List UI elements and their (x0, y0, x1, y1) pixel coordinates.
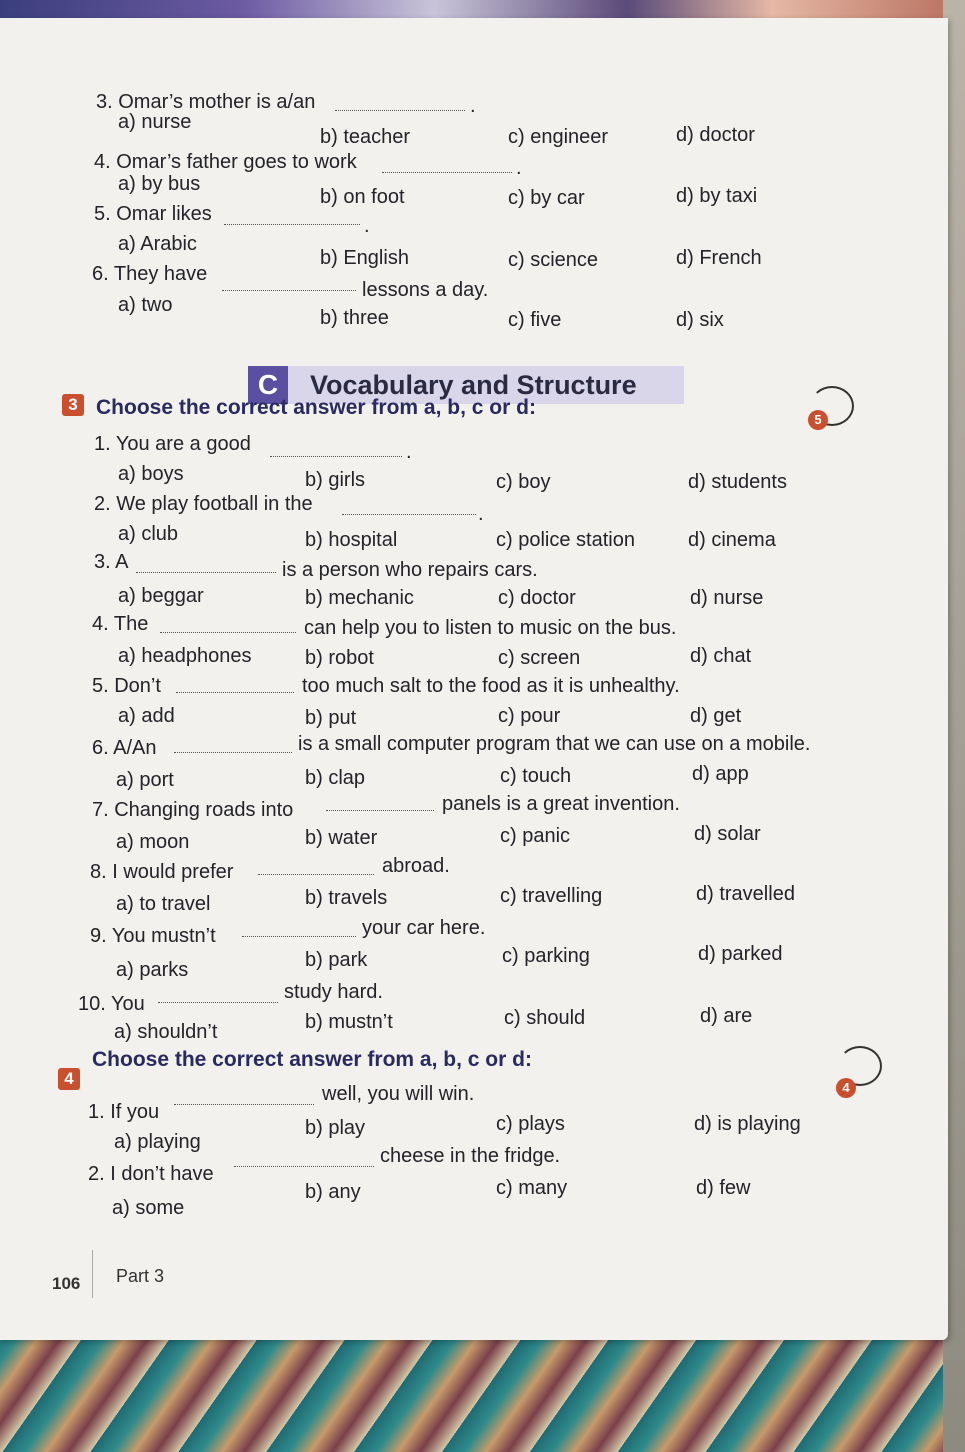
answer-blank (174, 752, 292, 753)
score-badge: 4 (836, 1078, 856, 1098)
option-c: c) touch (500, 765, 572, 787)
option-b: b) girls (305, 469, 366, 491)
question-stem: 6. A/An (92, 737, 157, 759)
answer-blank (176, 692, 294, 693)
option-c: c) five (508, 309, 562, 331)
option-b: b) play (305, 1117, 366, 1139)
question-stem: 3. A (94, 551, 129, 573)
exercise-number-badge: 4 (58, 1068, 80, 1090)
question-stem: 1. You are a good (94, 433, 251, 455)
question-stem: 6. They have (92, 263, 208, 285)
option-b: b) water (305, 827, 378, 849)
option-c: c) police station (496, 529, 635, 551)
question-tail: . (516, 157, 522, 179)
option-d: d) are (700, 1005, 753, 1027)
option-a: a) beggar (118, 585, 204, 607)
option-d: d) doctor (676, 124, 755, 146)
option-a: a) headphones (118, 645, 252, 667)
question-tail: can help you to listen to music on the bus. (304, 617, 677, 639)
option-c: c) pour (498, 705, 561, 727)
answer-blank (224, 224, 360, 225)
option-b: b) hospital (305, 529, 398, 551)
option-c: c) parking (502, 945, 590, 967)
question-tail: . (364, 215, 370, 237)
question-tail: is a person who repairs cars. (282, 559, 538, 581)
question-stem: 10. You (78, 993, 145, 1015)
question-stem: 5. Omar likes (94, 203, 212, 225)
answer-blank (258, 874, 374, 875)
option-a: a) moon (116, 831, 190, 853)
question-stem: 7. Changing roads into (92, 799, 294, 821)
exercise-number-badge: 3 (62, 394, 84, 416)
option-b: b) travels (305, 887, 388, 909)
option-d: d) chat (690, 645, 752, 667)
option-d: d) app (692, 763, 749, 785)
question-stem: 4. Omar’s father goes to work (94, 151, 357, 173)
option-b: b) English (320, 247, 409, 269)
question-tail: cheese in the fridge. (380, 1145, 561, 1167)
exercise-title: Choose the correct answer from a, b, c or d: (92, 1048, 532, 1071)
answer-blank (382, 172, 512, 173)
option-d: d) French (676, 247, 762, 269)
option-c: c) should (504, 1007, 586, 1029)
option-d: d) six (676, 309, 724, 331)
option-b: b) clap (305, 767, 366, 789)
option-b: b) mustn’t (305, 1011, 393, 1033)
answer-blank (222, 290, 356, 291)
footer-part-label: Part 3 (116, 1266, 165, 1286)
option-a: a) Arabic (118, 233, 197, 255)
option-a: a) two (118, 294, 173, 316)
option-c: c) engineer (508, 126, 609, 148)
option-d: d) solar (694, 823, 761, 845)
option-d: d) get (690, 705, 742, 727)
option-d: d) cinema (688, 529, 776, 551)
option-a: a) some (112, 1197, 185, 1219)
option-a: a) by bus (118, 173, 201, 195)
background-fabric-bottom (0, 1330, 965, 1452)
option-a: a) parks (116, 959, 189, 981)
option-c: c) panic (500, 825, 571, 847)
option-c: c) plays (496, 1113, 565, 1135)
option-b: b) three (320, 307, 389, 329)
question-tail: . (406, 441, 412, 463)
answer-blank (158, 1002, 278, 1003)
option-c: c) by car (508, 187, 585, 209)
question-tail: study hard. (284, 981, 383, 1003)
option-d: d) students (688, 471, 787, 493)
question-tail: is a small computer program that we can use on a mobile. (298, 733, 811, 755)
section-letter-badge: C (248, 366, 288, 404)
answer-blank (335, 110, 465, 111)
option-d: d) few (696, 1177, 751, 1199)
option-d: d) parked (698, 943, 783, 965)
option-d: d) nurse (690, 587, 764, 609)
option-a: a) boys (118, 463, 184, 485)
question-tail: too much salt to the food as it is unhealthy. (302, 675, 680, 697)
question-stem: 3. Omar’s mother is a/an (96, 91, 316, 113)
question-tail: well, you will win. (322, 1083, 475, 1105)
question-tail: panels is a great invention. (442, 793, 680, 815)
question-tail: lessons a day. (362, 279, 489, 301)
question-stem: 5. Don’t (92, 675, 161, 697)
option-b: b) mechanic (305, 587, 414, 609)
option-c: c) science (508, 249, 599, 271)
option-b: b) put (305, 707, 357, 729)
score-badge: 5 (808, 410, 828, 430)
option-a: a) nurse (118, 111, 192, 133)
answer-blank (136, 572, 276, 573)
option-c: c) screen (498, 647, 581, 669)
option-b: b) on foot (320, 186, 405, 208)
option-d: d) travelled (696, 883, 795, 905)
section-title: Vocabulary and Structure (310, 370, 637, 400)
option-c: c) boy (496, 471, 551, 493)
option-b: b) teacher (320, 126, 411, 148)
option-c: c) travelling (500, 885, 603, 907)
page-number: 106 (52, 1274, 81, 1293)
option-b: b) park (305, 949, 368, 971)
option-a: a) to travel (116, 893, 211, 915)
answer-blank (242, 936, 356, 937)
worksheet-page (0, 18, 948, 1340)
question-stem: 4. The (92, 613, 149, 635)
answer-blank (234, 1166, 374, 1167)
question-stem: 8. I would prefer (90, 861, 234, 883)
option-a: a) shouldn’t (114, 1021, 218, 1043)
option-a: a) add (118, 705, 175, 727)
option-d: d) is playing (694, 1113, 801, 1135)
option-c: c) many (496, 1177, 568, 1199)
option-b: b) robot (305, 647, 374, 669)
answer-blank (160, 632, 296, 633)
option-a: a) port (116, 769, 174, 791)
question-stem: 2. We play football in the (94, 493, 313, 515)
answer-blank (326, 810, 434, 811)
answer-blank (174, 1104, 314, 1105)
option-d: d) by taxi (676, 185, 758, 207)
answer-blank (342, 514, 476, 515)
question-stem: 9. You mustn’t (90, 925, 216, 947)
question-stem: 2. I don’t have (88, 1163, 214, 1185)
question-tail: . (478, 503, 484, 525)
option-c: c) doctor (498, 587, 576, 609)
option-a: a) playing (114, 1131, 201, 1153)
exercise-title: Choose the correct answer from a, b, c or d: (96, 396, 536, 419)
answer-blank (270, 456, 402, 457)
option-b: b) any (305, 1181, 361, 1203)
question-stem: 1. If you (88, 1101, 160, 1123)
question-tail: . (470, 95, 476, 117)
question-tail: your car here. (362, 917, 486, 939)
question-tail: abroad. (382, 855, 450, 877)
footer-divider (92, 1250, 93, 1298)
option-a: a) club (118, 523, 179, 545)
